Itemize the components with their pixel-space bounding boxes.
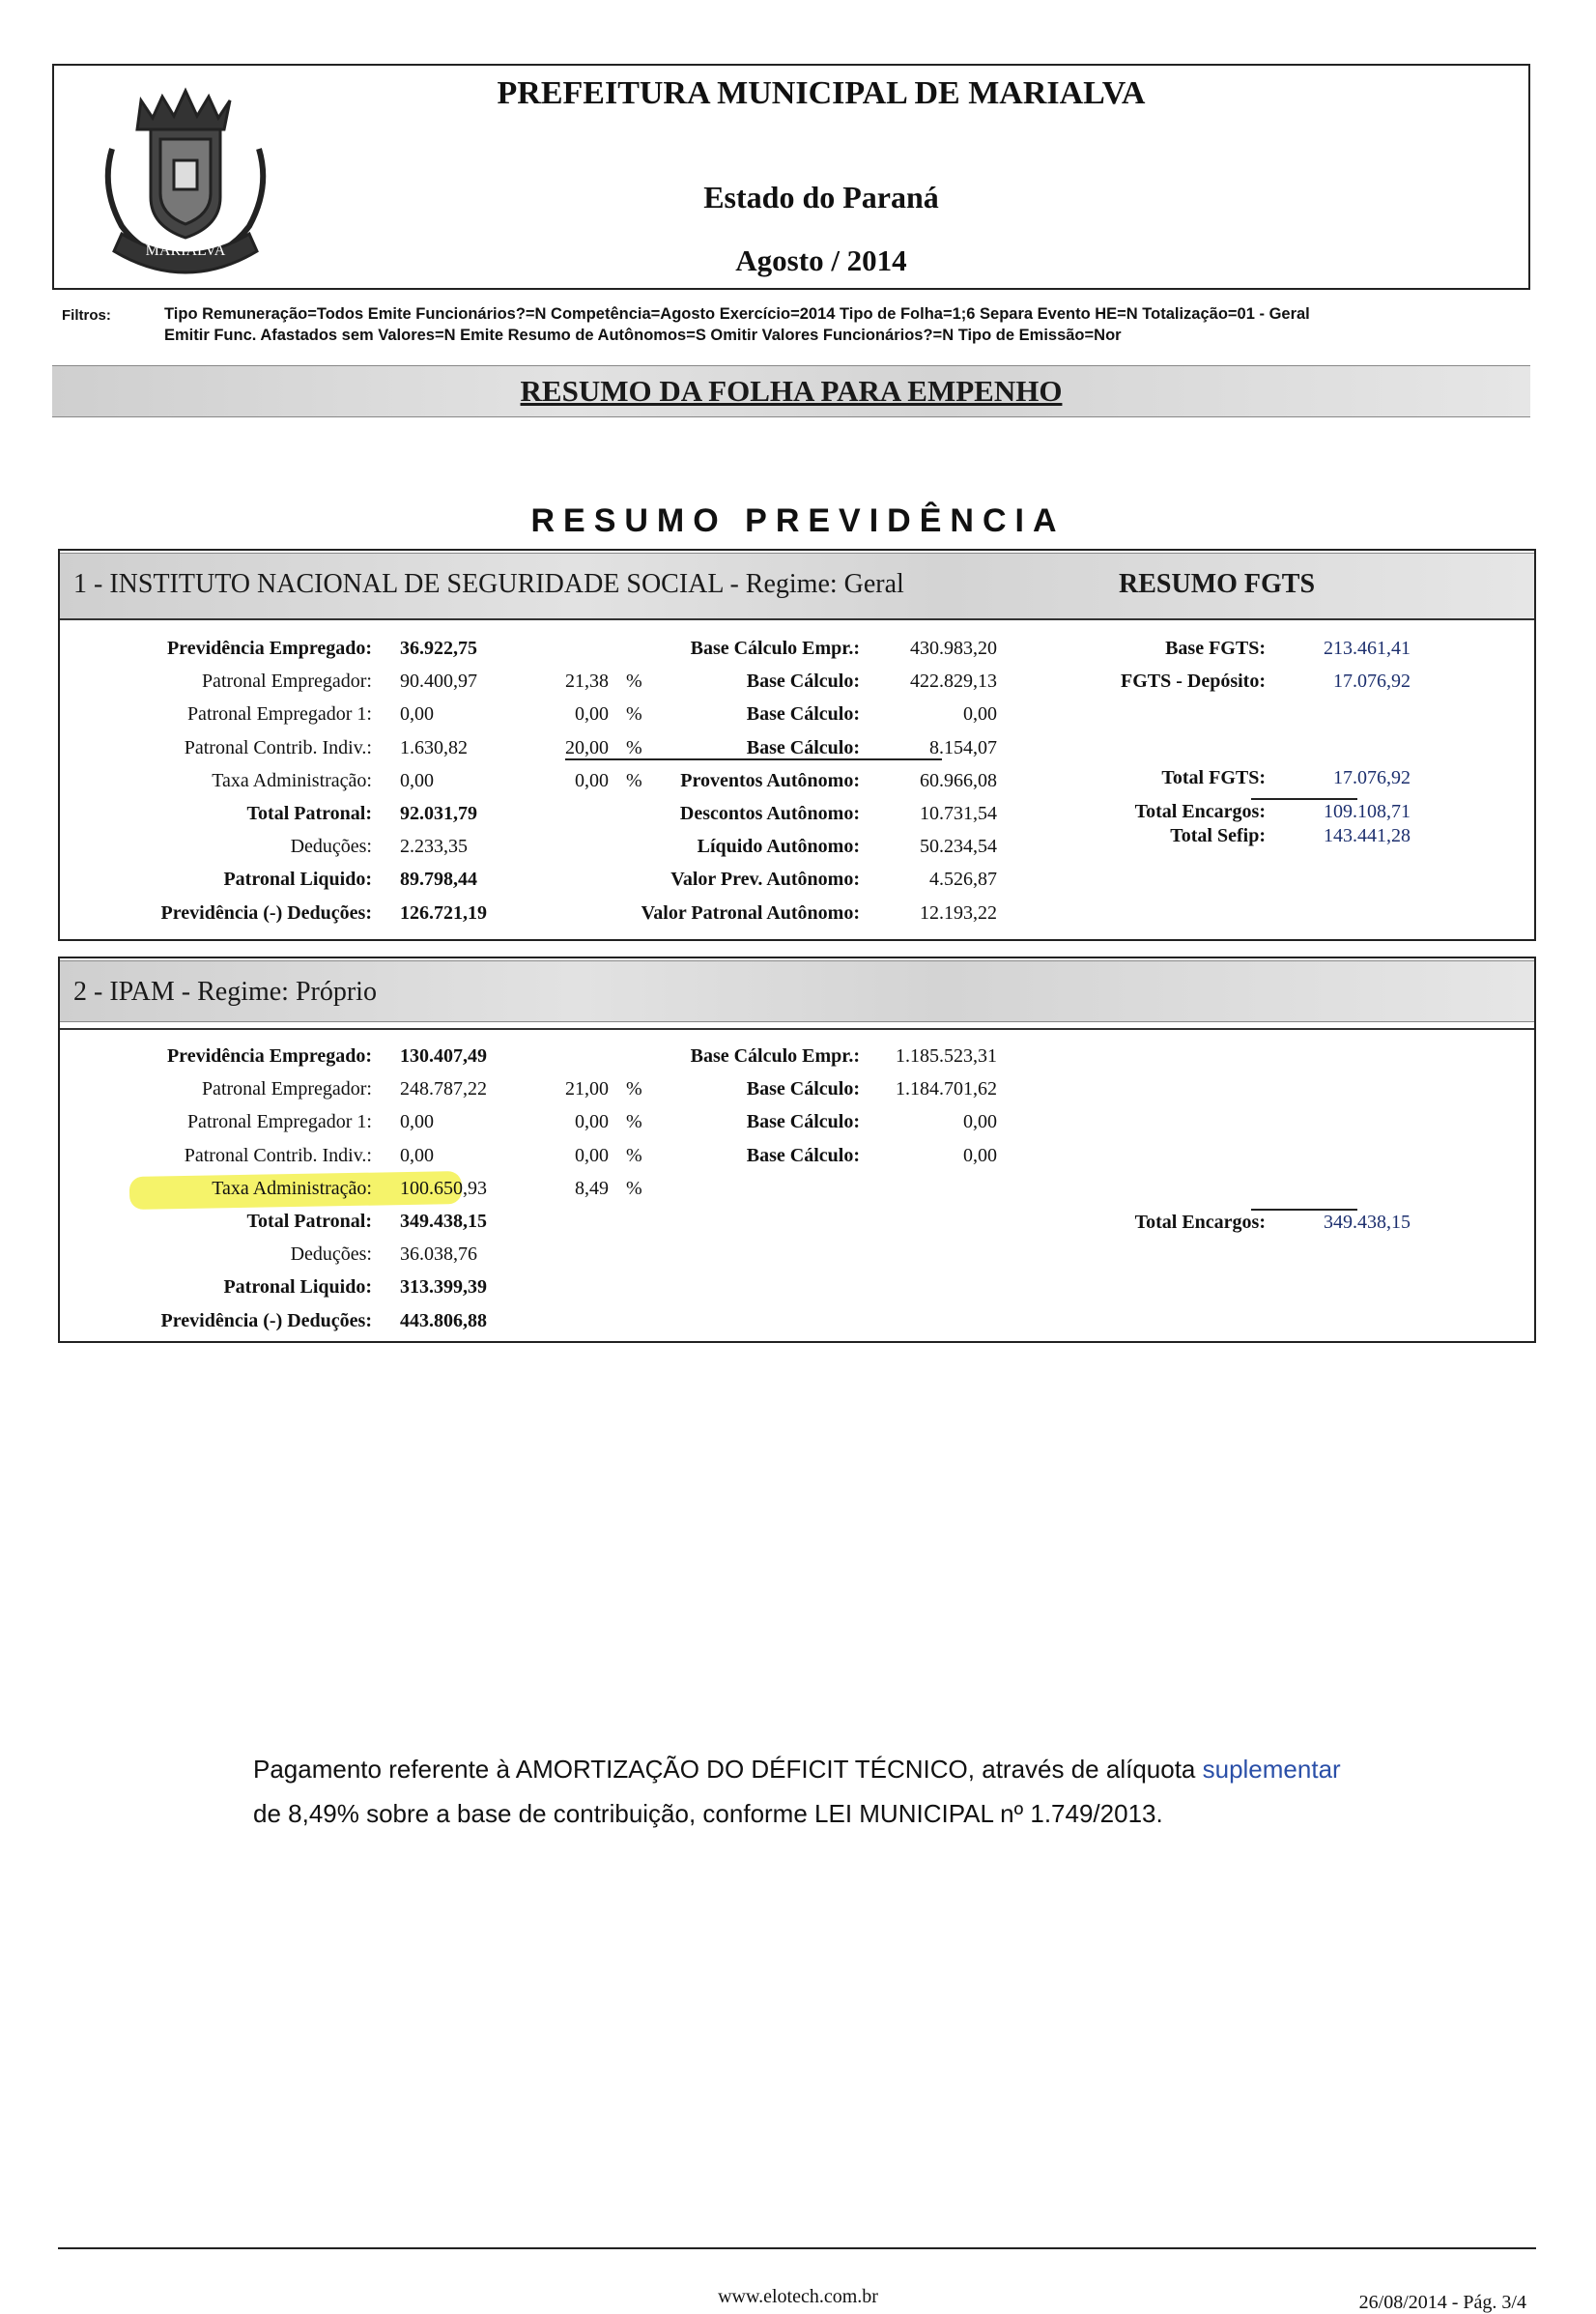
row-label: Total Patronal: [246,803,372,824]
filters-line-1: Tipo Remuneração=Todos Emite Funcionários?=N Competência=Agosto Exercício=2014 Tipo de Folha=1;6 Separa Evento HE=N Totalização=01 - Geral [164,305,1310,323]
base-label: Líquido Autônomo: [697,836,860,858]
municipal-crest-logo [83,71,288,276]
row-value: 1.630,82 [400,736,468,758]
percent-sign: % [626,1177,642,1199]
filters-text [164,303,1536,346]
fgts-label: Total Sefip: [1170,825,1266,846]
row-label: Total Patronal: [246,1211,372,1232]
fgts-value: 17.076,92 [1333,767,1411,788]
row-label: Patronal Liquido: [223,869,372,891]
divider [1251,1209,1357,1211]
inss-heading: 1 - INSTITUTO NACIONAL DE SEGURIDADE SOCIAL - Regime: Geral [73,569,904,599]
row-value: 89.798,44 [400,869,477,891]
row-label: Patronal Empregador 1: [186,1111,372,1133]
row-value: 92.031,79 [400,803,477,824]
row-value: 130.407,49 [400,1045,487,1067]
base-value: 1.184.701,62 [896,1078,997,1100]
ipam-heading: 2 - IPAM - Regime: Próprio [73,977,377,1007]
note-text-2: de 8,49% sobre a base de contribuição, conforme LEI MUNICIPAL nº 1.749/2013. [253,1799,1163,1828]
base-value: 0,00 [963,703,997,726]
row-label: Patronal Empregador: [201,1078,372,1100]
row-label: Deduções: [290,836,372,858]
footer-date-page: 26/08/2014 - Pág. 3/4 [1358,2292,1526,2313]
base-value: 10.731,54 [920,803,997,824]
percent-sign: % [626,769,642,791]
page-title: PREFEITURA MUNICIPAL DE MARIALVA [497,75,1146,111]
row-label: Taxa Administração: [212,1177,372,1199]
state-title: Estado do Paraná [703,180,939,214]
row-label: Patronal Empregador 1: [186,703,372,726]
row-value: 0,00 [400,1144,434,1166]
row-label: Previdência Empregado: [166,1045,372,1067]
row-label: Patronal Liquido: [223,1276,372,1299]
row-value: 443.806,88 [400,1309,487,1331]
row-label: Patronal Contrib. Indiv.: [184,736,372,758]
fgts-label: Total FGTS: [1161,767,1266,788]
percent-sign: % [626,736,642,758]
fgts-value: 109.108,71 [1324,801,1411,822]
row-percent: 0,00 [575,769,609,791]
row-value: 0,00 [400,703,434,726]
filters-label: Filtros: [62,307,111,324]
base-label: Base Cálculo Empr.: [690,1045,860,1067]
percent-sign: % [626,1111,642,1133]
row-percent: 0,00 [575,1144,609,1166]
row-value: 0,00 [400,1111,434,1133]
divider [565,758,942,760]
base-value: 60.966,08 [920,769,997,791]
row-percent: 21,38 [565,671,609,693]
row-label: Previdência (-) Deduções: [160,1309,372,1331]
crest-text: MARIALVA [145,243,226,259]
percent-sign: % [626,1144,642,1166]
period-title: Agosto / 2014 [735,243,907,277]
row-value: 0,00 [400,769,434,791]
row-value: 2.233,35 [400,836,468,858]
note-text-1: Pagamento referente à AMORTIZAÇÃO DO DÉFICIT TÉCNICO, através de alíquota [253,1755,1203,1784]
row-label: Taxa Administração: [212,769,372,791]
row-value: 36.922,75 [400,638,477,659]
base-value: 0,00 [963,1144,997,1166]
row-label: Patronal Contrib. Indiv.: [184,1144,372,1166]
divider [60,618,1534,620]
percent-sign: % [626,1078,642,1100]
base-label: Base Cálculo: [746,736,860,758]
row-label: Patronal Empregador: [201,671,372,693]
base-label: Base Cálculo: [746,1111,860,1133]
footer-divider [58,2247,1536,2249]
base-value: 1.185.523,31 [896,1045,997,1067]
fgts-label: Total Encargos: [1134,801,1266,822]
main-banner [52,365,1530,417]
filters-line-2: Emitir Func. Afastados sem Valores=N Emite Resumo de Autônomos=S Omitir Valores Funcionários?=N Tipo de Emissão=Nor [164,327,1122,344]
divider [60,1028,1534,1030]
fgts-heading: RESUMO FGTS [1119,569,1316,599]
base-label: Proventos Autônomo: [680,769,860,791]
base-label: Base Cálculo: [746,1144,860,1166]
footer-website: www.elotech.com.br [718,2286,878,2307]
fgts-label: Base FGTS: [1165,638,1266,659]
base-value: 8.154,07 [929,736,997,758]
section-heading: RESUMO PREVIDÊNCIA [530,502,1066,539]
percent-sign: % [626,703,642,726]
row-value: 313.399,39 [400,1276,487,1299]
row-label: Previdência (-) Deduções: [160,901,372,924]
row-label: Deduções: [290,1243,372,1266]
row-value: 100.650,93 [400,1177,487,1199]
row-value: 126.721,19 [400,901,487,924]
total-encargos-value: 349.438,15 [1324,1212,1411,1233]
percent-sign: % [626,671,642,693]
base-value: 12.193,22 [920,901,997,924]
base-value: 430.983,20 [910,638,997,659]
main-banner-title: RESUMO DA FOLHA PARA EMPENHO [520,374,1063,408]
base-value: 50.234,54 [920,836,997,858]
base-value: 4.526,87 [929,869,997,891]
row-percent: 8,49 [575,1177,609,1199]
fgts-label: FGTS - Depósito: [1121,671,1266,692]
row-label: Previdência Empregado: [166,638,372,659]
fgts-value: 213.461,41 [1324,638,1411,659]
fgts-value: 17.076,92 [1333,671,1411,692]
base-label: Valor Prev. Autônomo: [670,869,860,891]
note-text-blue: suplementar [1202,1755,1341,1784]
row-value: 349.438,15 [400,1211,487,1232]
base-value: 0,00 [963,1111,997,1133]
row-percent: 21,00 [565,1078,609,1100]
fgts-value: 143.441,28 [1324,825,1411,846]
base-label: Base Cálculo: [746,703,860,726]
inss-section-header [60,553,1534,620]
base-label: Valor Patronal Autônomo: [641,901,860,924]
row-value: 248.787,22 [400,1078,487,1100]
base-value: 422.829,13 [910,671,997,693]
row-percent: 20,00 [565,736,609,758]
row-value: 36.038,76 [400,1243,477,1266]
base-label: Base Cálculo: [746,1078,860,1100]
row-percent: 0,00 [575,703,609,726]
base-label: Descontos Autônomo: [679,803,860,824]
base-label: Base Cálculo: [746,671,860,693]
row-value: 90.400,97 [400,671,477,693]
total-encargos-label: Total Encargos: [1134,1212,1266,1233]
payment-note [253,1747,1412,1836]
row-percent: 0,00 [575,1111,609,1133]
divider [1251,798,1357,800]
ipam-section-header [60,960,1534,1022]
base-label: Base Cálculo Empr.: [690,638,860,659]
